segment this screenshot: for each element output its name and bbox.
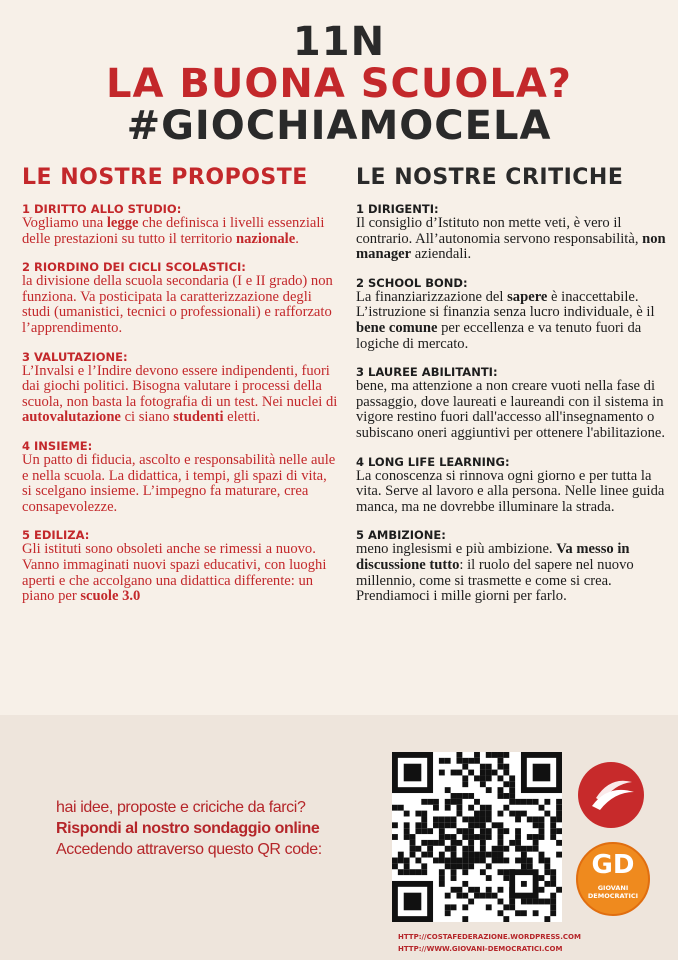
qr-code[interactable] bbox=[392, 752, 562, 922]
proposal-item bbox=[22, 202, 340, 247]
proposal-text: la divisione della scuola secondaria (I e II grado) non funziona. Va posticipata la caratterizzazione degli studi (umanistici, tecnici o professionali) e rafforzato l’apprendimento. bbox=[22, 273, 333, 336]
url-giovani-democratici[interactable]: HTTP://WWW.GIOVANI-DEMOCRATICI.COM bbox=[398, 945, 563, 953]
headline-question: LA BUONA SCUOLA? bbox=[106, 61, 572, 107]
survey-line-qr: Accedendo attraverso questo QR code: bbox=[56, 841, 322, 858]
critique-item bbox=[356, 365, 666, 441]
headline-date: 11N bbox=[292, 19, 386, 65]
proposal-text: L’Invalsi e l’Indire devono essere indipendenti, fuori dai giochi politici. Bisogna valutare i processi della scuola, non basta la fotografia di un test. Nei nuclei di autovalutazione ci siano studenti eletti. bbox=[22, 362, 338, 426]
gd-logo-caption: GIOVANI DEMOCRATICI bbox=[587, 884, 639, 900]
proposal-heading: 2 RIORDINO DEI CICLI SCOLASTICI: bbox=[22, 260, 246, 275]
critique-item bbox=[356, 276, 666, 352]
proposal-item bbox=[22, 439, 340, 515]
proposal-item bbox=[22, 350, 340, 426]
proposals-title: LE NOSTRE PROPOSTE bbox=[22, 165, 308, 190]
proposal-item bbox=[22, 260, 340, 336]
website-links bbox=[398, 931, 581, 955]
gd-logo-letters: GD bbox=[591, 850, 635, 880]
critique-heading: 3 LAUREE ABILITANTI: bbox=[356, 365, 498, 380]
survey-line-question: hai idee, proposte e criciche da farci? bbox=[56, 799, 306, 816]
proposal-heading: 1 DIRITTO ALLO STUDIO: bbox=[22, 202, 182, 216]
critique-heading: 1 DIRIGENTI: bbox=[356, 202, 439, 216]
qr-code-icon bbox=[392, 752, 562, 922]
proposals-column bbox=[22, 165, 340, 618]
critique-text: Il consiglio d’Istituto non mette veti, è vero il contrario. All’autonomia servono responsabilità, non manager aziendali. bbox=[356, 215, 666, 263]
proposal-text: Gli istituti sono obsoleti anche se rimessi a nuovo. Vanno immaginati nuovi spazi educativi, con luoghi aperti e che accolgano una didattica differente: un piano per scuole 3.0 bbox=[22, 541, 327, 605]
critique-heading: 5 AMBIZIONE: bbox=[356, 528, 446, 543]
critique-item bbox=[356, 202, 666, 263]
proposal-heading: 4 INSIEME: bbox=[22, 438, 93, 453]
proposal-text: Vogliamo una legge che definisca i livelli essenziali delle prestazioni su tutto il territorio nazionale. bbox=[22, 215, 325, 247]
critique-text: meno inglesismi e più ambizione. Va messo in discussione tutto: il ruolo del sapere nel nuovo millennio, come si trasmette e come si crea. Prendiamoci i mille giorni per farlo. bbox=[356, 541, 634, 605]
proposal-heading: 3 VALUTAZIONE: bbox=[22, 349, 128, 364]
giovani-democratici-logo bbox=[576, 842, 650, 916]
critique-heading: 2 SCHOOL BOND: bbox=[356, 275, 468, 290]
critique-item bbox=[356, 455, 666, 516]
pd-flame-logo-icon bbox=[578, 762, 644, 828]
critique-heading: 4 LONG LIFE LEARNING: bbox=[356, 454, 510, 469]
headline-hashtag: #GIOCHIAMOCELA bbox=[126, 103, 552, 149]
survey-line-cta: Rispondi al nostro sondaggio online bbox=[56, 820, 320, 837]
critique-item bbox=[356, 528, 666, 604]
proposal-text: Un patto di fiducia, ascolto e responsabilità nelle aule e nella scuola. La didattica, i tempi, gli spazi di vita, si scelgano insieme. L’impegno fa maturare, crea consapevolezze. bbox=[22, 451, 336, 515]
critique-text: La finanziarizzazione del sapere è inaccettabile. L’istruzione si finanzia senza lucro individuale, è il bene comune per eccellenza e va tenuto fuori da logiche di mercato. bbox=[356, 288, 655, 352]
url-costafederazione[interactable]: HTTP://COSTAFEDERAZIONE.WORDPRESS.COM bbox=[398, 933, 581, 941]
critiques-column bbox=[356, 165, 666, 618]
proposal-heading: 5 EDILIZA: bbox=[22, 528, 90, 543]
proposal-item bbox=[22, 528, 340, 604]
critique-text: bene, ma attenzione a non creare vuoti nella fase di passaggio, dove laureati e laureandi con il sistema in vigore restino fuori dall'accesso all'insegnamento o subiscano oneri aggiuntivi per ottenere l'abilitazione. bbox=[356, 378, 665, 441]
critique-text: La conoscenza si rinnova ogni giorno e per tutta la vita. Serve al lavoro e alla persona. Nelle linee guida manca, ma ne dovrebbe illuminare la strada. bbox=[356, 467, 665, 515]
survey-invitation bbox=[56, 797, 386, 860]
critiques-title: LE NOSTRE CRITICHE bbox=[356, 165, 624, 190]
